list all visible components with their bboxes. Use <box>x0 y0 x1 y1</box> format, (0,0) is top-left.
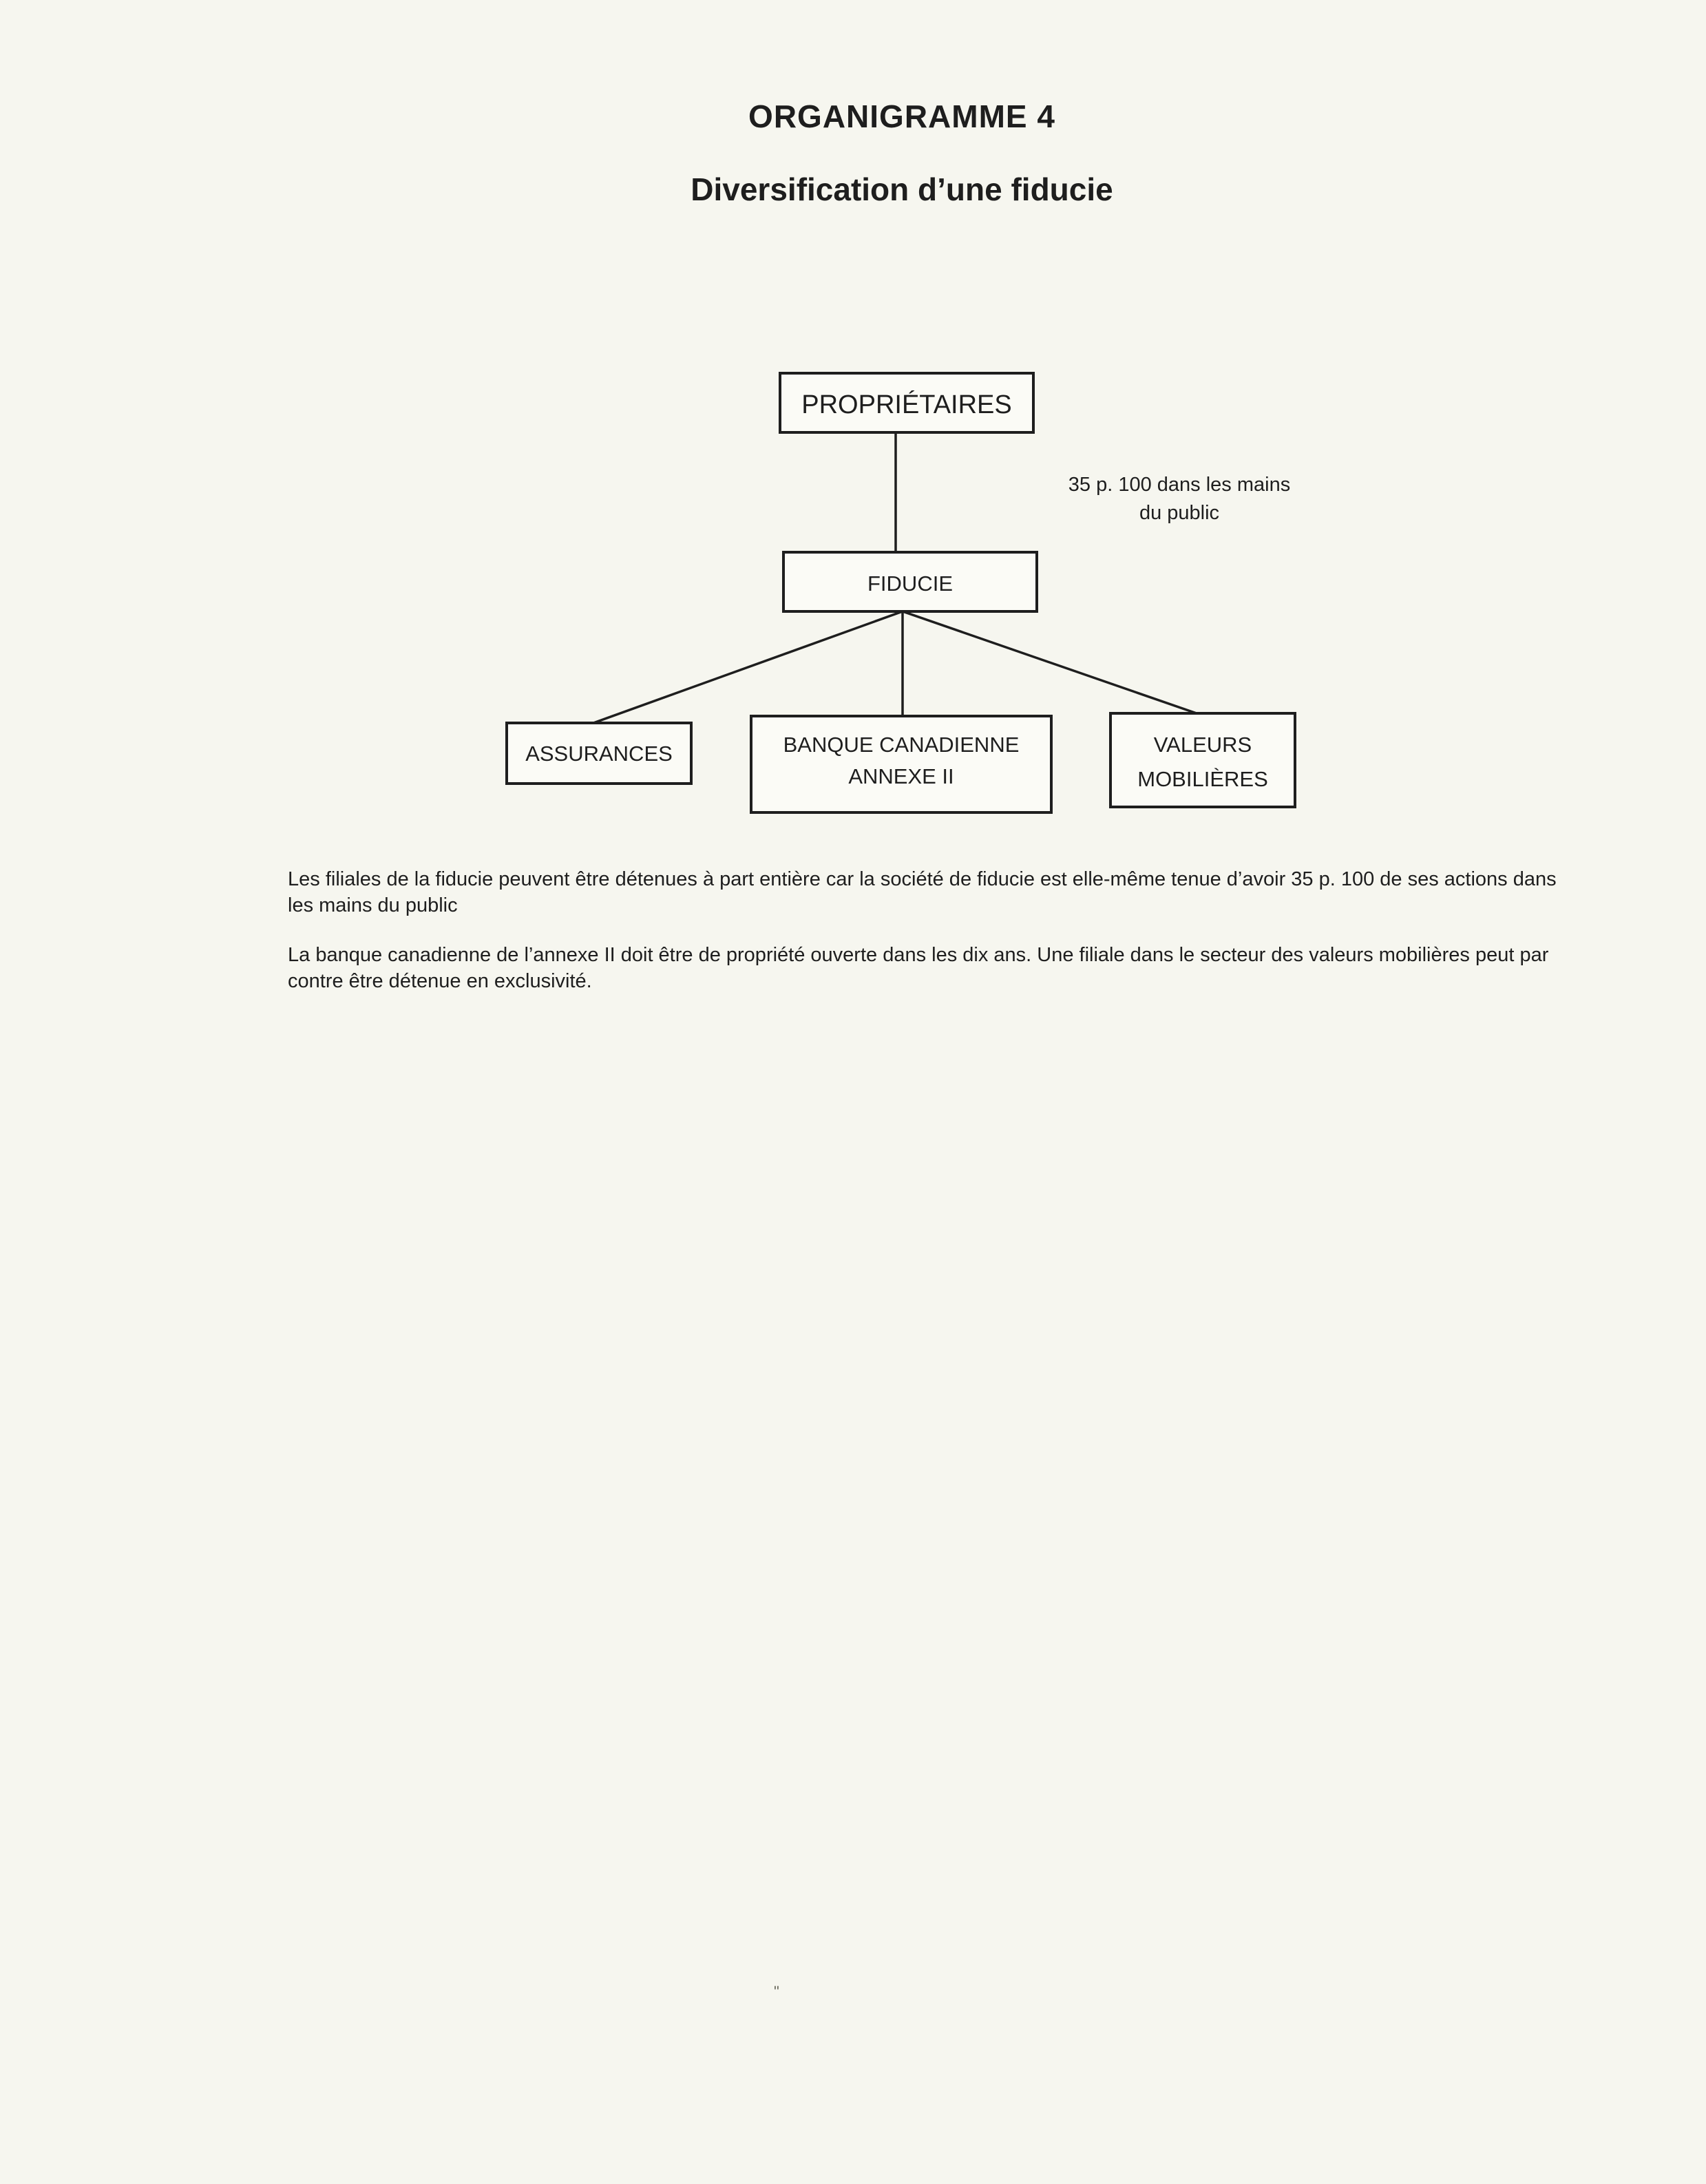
public-ownership-note-line-1: 35 p. 100 dans les mains <box>1068 474 1291 496</box>
node-bank-label-line-1: BANQUE CANADIENNE <box>783 733 1020 757</box>
public-ownership-note-line-2: du public <box>1139 502 1220 524</box>
node-insurance <box>507 723 691 784</box>
page-mark: " <box>774 1983 779 2000</box>
node-securities <box>1110 713 1295 807</box>
node-owners-label: PROPRIÉTAIRES <box>801 390 1012 419</box>
node-bank-label-line-2: ANNEXE II <box>848 764 954 788</box>
node-bank <box>751 716 1051 812</box>
node-owners <box>780 373 1033 432</box>
node-trust <box>783 552 1037 611</box>
explanation-paragraph-2: La banque canadienne de l’annexe II doit être de propriété ouverte dans les dix ans. Une filiale dans le secteur des valeurs mobilières peut par contre être détenue en exclusivité. <box>288 944 1549 992</box>
node-securities-label-line-2: MOBILIÈRES <box>1137 767 1268 791</box>
page-title: ORGANIGRAMME 4 <box>748 98 1055 134</box>
node-insurance-label: ASSURANCES <box>525 742 673 766</box>
public-ownership-note <box>1068 474 1290 524</box>
edge-trust-securities <box>903 611 1197 713</box>
edge-trust-insurance <box>593 611 903 723</box>
node-trust-label: FIDUCIE <box>867 571 953 596</box>
explanation-paragraph-1: Les filiales de la fiducie peuvent être détenues à part entière car la société de fiducie est elle-même tenue d’avoir 35 p. 100 de ses actions dans les mains du public <box>288 868 1557 916</box>
page-subtitle: Diversification d’une fiducie <box>691 171 1113 207</box>
node-securities-label-line-1: VALEURS <box>1153 733 1252 757</box>
